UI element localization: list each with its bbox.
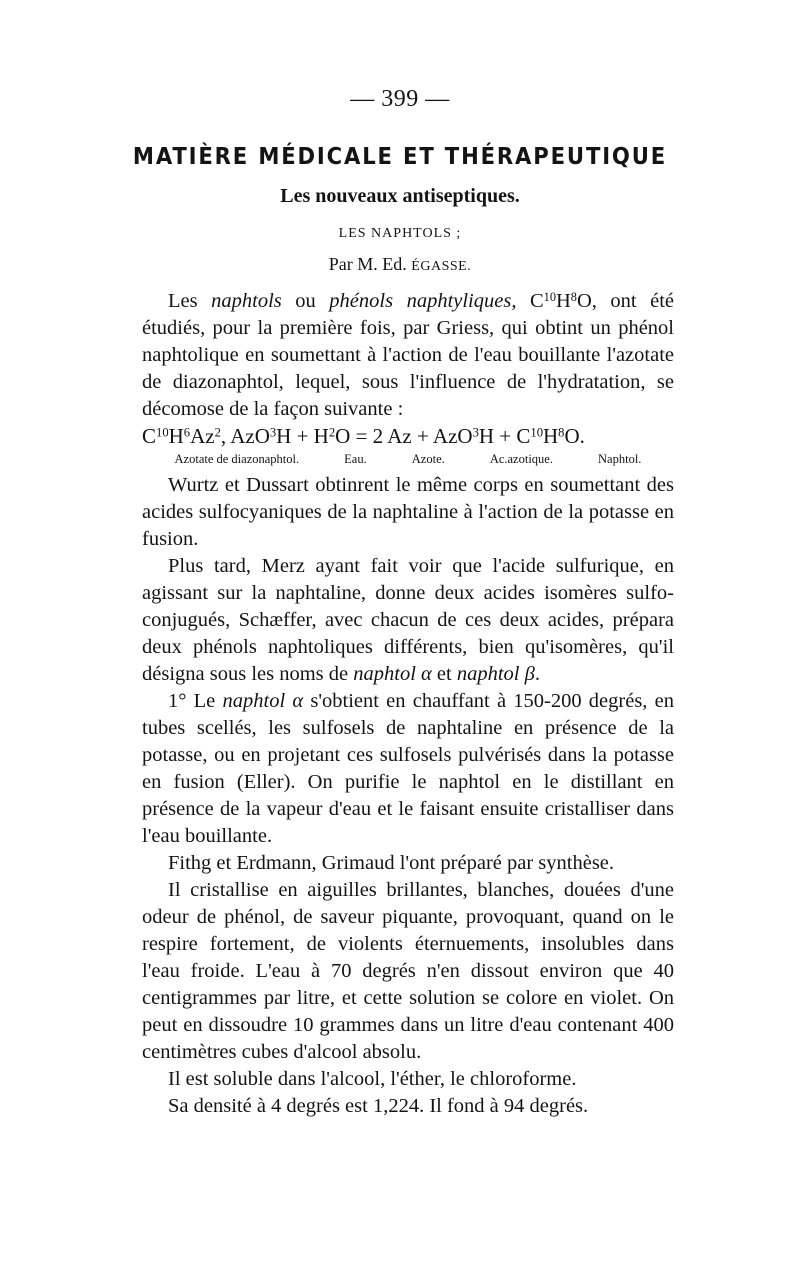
formula-part: H	[543, 424, 559, 448]
italic-term: naphtol α	[353, 663, 432, 685]
superscript: 3	[269, 425, 277, 440]
byline-author: ÉGASSE.	[411, 259, 472, 274]
paragraph-7: Il est soluble dans l'alcool, l'éther, le chloroforme.	[168, 1068, 577, 1090]
superscript: 3	[472, 425, 479, 440]
superscript: 2	[214, 425, 221, 440]
formula-caption: Ac.azotique.	[489, 452, 553, 466]
section-title: MATIÈRE MÉDICALE ET THÉRAPEUTIQUE	[132, 144, 668, 170]
italic-term: naphtol β	[456, 663, 535, 685]
text-run: H	[555, 290, 571, 312]
chemical-formula	[142, 423, 674, 450]
formula-part: Az	[190, 424, 215, 448]
superscript: 2	[328, 425, 336, 440]
formula-caption: Naphtol.	[598, 452, 642, 466]
superscript: 6	[183, 425, 191, 440]
formula-caption: Azote.	[411, 452, 445, 466]
text-run: s'obtient en chauffant à 150-200 degrés, en tubes scellés, les sulfosels de naphtaline en présence de la potasse, ou en projetant ces sulfosels pulvérisés dans la potasse en fusion (Eller). On purifie le naphtol en le distillant en présence de la vapeur d'eau et le faisant ensuite cristalliser dans l'eau bouillante.	[142, 690, 674, 847]
formula-part: H	[168, 424, 184, 448]
formula-part: , AzO	[220, 424, 270, 448]
article-subtitle: Les nouveaux antiseptiques.	[280, 185, 520, 207]
text-run: et	[431, 663, 457, 685]
formula-captions	[152, 450, 664, 468]
formula-part: H + H	[276, 424, 329, 448]
paragraph-2: Wurtz et Dussart obtinrent le même corps en soumettant des acides sulfocyaniques de la naphtaline à l'action de la potasse en fusion.	[142, 474, 674, 550]
superscript: 8	[558, 425, 565, 440]
italic-term: phénols naphtyliques,	[329, 290, 517, 312]
superscript: 8	[570, 289, 577, 304]
page-number: — 399 —	[350, 86, 450, 112]
superscript: 10	[530, 425, 543, 440]
byline-prefix: Par M. Ed.	[328, 254, 412, 274]
formula-part: O = 2 Az + AzO	[335, 424, 473, 448]
italic-term: naphtol α	[222, 690, 304, 712]
article-body	[142, 288, 674, 1120]
text-run: .	[534, 663, 540, 685]
byline	[0, 254, 800, 275]
text-run: O, ont été étudiés, pour la première fois, par Griess, qui obtint un phénol naphtolique en soumettant à l'action de l'eau bouillante l'azotate de diazonaphtol, lequel, sous l'influence de l'hydratation, se décomose de la façon suivante :	[142, 290, 674, 420]
text-run: 1° Le	[168, 690, 223, 712]
formula-part: C	[142, 424, 157, 448]
paragraph-4	[142, 688, 674, 850]
text-run: C	[516, 290, 544, 312]
superscript: 10	[543, 289, 556, 304]
text-run: ou	[281, 290, 330, 312]
formula-part: O.	[564, 424, 585, 448]
formula-caption: Azotate de diazonaphtol.	[174, 452, 300, 466]
italic-term: naphtols	[211, 290, 282, 312]
text-run: Les	[168, 290, 212, 312]
formula-caption: Eau.	[344, 452, 367, 466]
text-run: Plus tard, Merz ayant fait voir que l'acide sulfurique, en agissant sur la naphtaline, donne deux acides isomères sulfo-conjugués, Schæffer, avec chacun de ces deux acides, prépara deux phénols naphtoliques différents, bien qu'isomères, qu'il désigna sous les noms de	[142, 555, 674, 685]
superscript: 10	[156, 425, 169, 440]
article-title: LES NAPHTOLS ;	[338, 226, 462, 241]
formula-part: H + C	[478, 424, 531, 448]
paragraph-1	[142, 288, 674, 423]
paragraph-6: Il cristallise en aiguilles brillantes, blanches, douées d'une odeur de phénol, de saveur piquante, provoquant, quand on le respire fortement, de violents éternuements, insolubles dans l'eau froide. L'eau à 70 degrés n'en dissout environ que 40 centigrammes par litre, et cette solution se colore en violet. On peut en dissoudre 10 grammes dans un litre d'eau contenant 400 centimètres cubes d'alcool absolu.	[142, 879, 674, 1063]
paragraph-8: Sa densité à 4 degrés est 1,224. Il fond à 94 degrés.	[168, 1095, 589, 1117]
paragraph-3	[142, 553, 674, 688]
paragraph-5: Fithg et Erdmann, Grimaud l'ont préparé par synthèse.	[168, 852, 615, 874]
